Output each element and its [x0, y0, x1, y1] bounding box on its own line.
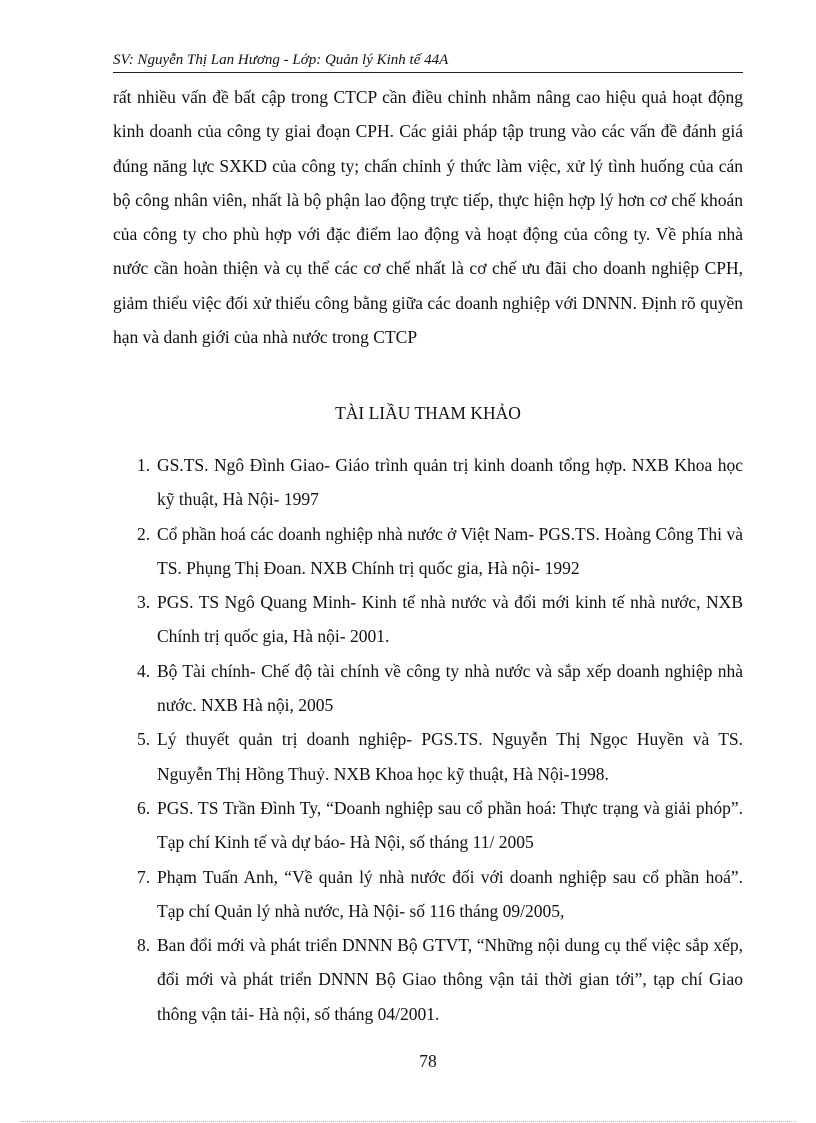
reference-text: Cổ phần hoá các doanh nghiệp nhà nước ở Việt Nam- PGS.TS. Hoàng Công Thi và TS. Phụng Thị Đoan. NXB Chính trị quốc gia, Hà nội- 1992 [157, 523, 743, 578]
page-bottom-border [20, 1121, 796, 1122]
body-paragraph: rất nhiều vấn đề bất cập trong CTCP cần điều chỉnh nhằm nâng cao hiệu quả hoạt động kinh doanh của công ty giai đoạn CPH. Các giải pháp tập trung vào các vấn đề đánh giá đúng năng lực SXKD của công ty; chấn chỉnh ý thức làm việc, xử lý tình huống của cán bộ công nhân viên, nhất là bộ phận lao động trực tiếp, thực hiện hợp lý hơn cơ chế khoán của công ty cho phù hợp với đặc điểm lao động và hoạt động của công ty. Về phía nhà nước cần hoàn thiện và cụ thể các cơ chế nhất là cơ chế ưu đãi cho doanh nghiệp CPH, giảm thiểu việc đối xử thiếu công bằng giữa các doanh nghiệp với DNNN. Định rõ quyền hạn và danh giới của nhà nước trong CTCP [113, 87, 743, 348]
reference-text: GS.TS. Ngô Đình Giao- Giáo trình quản trị kinh doanh tổng hợp. NXB Khoa học kỹ thuật, Hà Nội- 1997 [157, 455, 743, 510]
references-list [113, 448, 743, 1031]
reference-text: Bộ Tài chính- Chế độ tài chính về công ty nhà nước và sắp xếp doanh nghiệp nhà nước. NXB Hà nội, 2005 [157, 660, 743, 716]
reference-text: Lý thuyết quản trị doanh nghiệp- PGS.TS. Nguyễn Thị Ngọc Huyền và TS. Nguyễn Thị Hồng Thuỷ. NXB Khoa học kỹ thuật, Hà Nội-1998. [157, 729, 743, 784]
reference-text: PGS. TS Trần Đình Ty, “Doanh nghiệp sau cổ phần hoá: Thực trạng và giải phóp”. Tạp chí Kinh tế và dự báo- Hà Nội, số tháng 11/ 2005 [157, 797, 743, 853]
reference-number: 6. [137, 797, 151, 818]
page-number: 78 [419, 1051, 437, 1071]
reference-number: 4. [137, 660, 151, 681]
reference-item [113, 448, 743, 517]
running-header: SV: Nguyễn Thị Lan Hương - Lớp: Quản lý Kinh tế 44A [113, 52, 449, 68]
reference-item [113, 791, 743, 860]
reference-item [113, 860, 743, 929]
header-divider [113, 72, 743, 73]
reference-item [113, 585, 743, 654]
reference-number: 7. [137, 866, 151, 887]
reference-number: 3. [137, 592, 151, 613]
references-title: TÀI LIẦU THAM KHẢO [335, 403, 521, 423]
reference-number: 1. [137, 455, 151, 475]
reference-text: PGS. TS Ngô Quang Minh- Kinh tế nhà nước và đổi mới kinh tế nhà nước, NXB Chính trị quốc gia, Hà nội- 2001. [157, 592, 743, 647]
reference-item [113, 517, 743, 586]
reference-item [113, 928, 743, 1031]
reference-text: Ban đổi mới và phát triển DNNN Bộ GTVT, “Những nội dung cụ thể việc sắp xếp, đổi mới và phát triển DNNN Bộ Giao thông vận tải thời gian tới”, tạp chí Giao thông vận tải- Hà nội, số tháng 04/2001. [157, 935, 743, 1024]
reference-item [113, 654, 743, 723]
reference-item [113, 722, 743, 791]
reference-number: 8. [137, 935, 151, 956]
reference-number: 2. [137, 523, 151, 544]
reference-number: 5. [137, 729, 151, 750]
reference-text: Phạm Tuấn Anh, “Về quản lý nhà nước đối với doanh nghiệp sau cổ phần hoá”. Tạp chí Quản lý nhà nước, Hà Nội- số 116 tháng 09/2005, [157, 866, 743, 921]
